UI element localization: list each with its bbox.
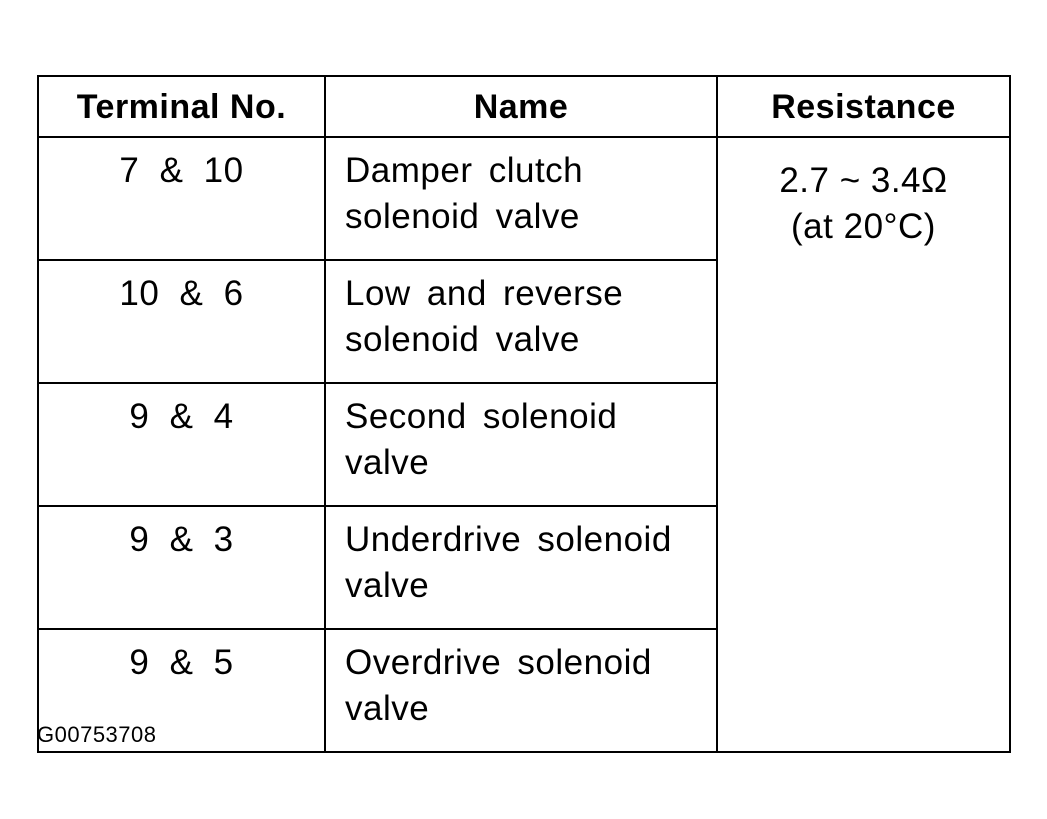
name-line-1: Low and reverse <box>345 274 624 313</box>
name-line-1: Damper clutch <box>345 151 584 190</box>
header-resistance: Resistance <box>717 76 1010 137</box>
name-line-1: Overdrive solenoid <box>345 643 652 682</box>
name-cell <box>325 383 717 506</box>
name-line-2: solenoid valve <box>345 320 580 359</box>
terminal-value: 10 & 6 <box>119 274 244 313</box>
figure-code: G00753708 <box>37 722 157 747</box>
solenoid-resistance-table <box>37 75 1011 753</box>
terminal-cell <box>38 260 325 383</box>
name-cell <box>325 629 717 752</box>
terminal-value: 9 & 4 <box>129 397 234 436</box>
resistance-value: 2.7 ~ 3.4Ω <box>779 161 948 200</box>
name-cell <box>325 506 717 629</box>
name-cell <box>325 137 717 260</box>
terminal-cell <box>38 506 325 629</box>
table-row <box>38 137 1010 260</box>
name-line-2: valve <box>345 443 430 482</box>
header-name: Name <box>325 76 717 137</box>
table-header-row <box>38 76 1010 137</box>
terminal-value: 7 & 10 <box>119 151 244 190</box>
terminal-value: 9 & 5 <box>129 643 234 682</box>
name-line-2: solenoid valve <box>345 197 580 236</box>
name-line-2: valve <box>345 566 430 605</box>
terminal-value: 9 & 3 <box>129 520 234 559</box>
resistance-condition: (at 20°C) <box>791 207 936 246</box>
terminal-cell <box>38 137 325 260</box>
name-line-2: valve <box>345 689 430 728</box>
terminal-cell <box>38 383 325 506</box>
name-line-1: Underdrive solenoid <box>345 520 672 559</box>
name-line-1: Second solenoid <box>345 397 618 436</box>
resistance-cell <box>717 137 1010 752</box>
header-terminal-no: Terminal No. <box>38 76 325 137</box>
name-cell <box>325 260 717 383</box>
